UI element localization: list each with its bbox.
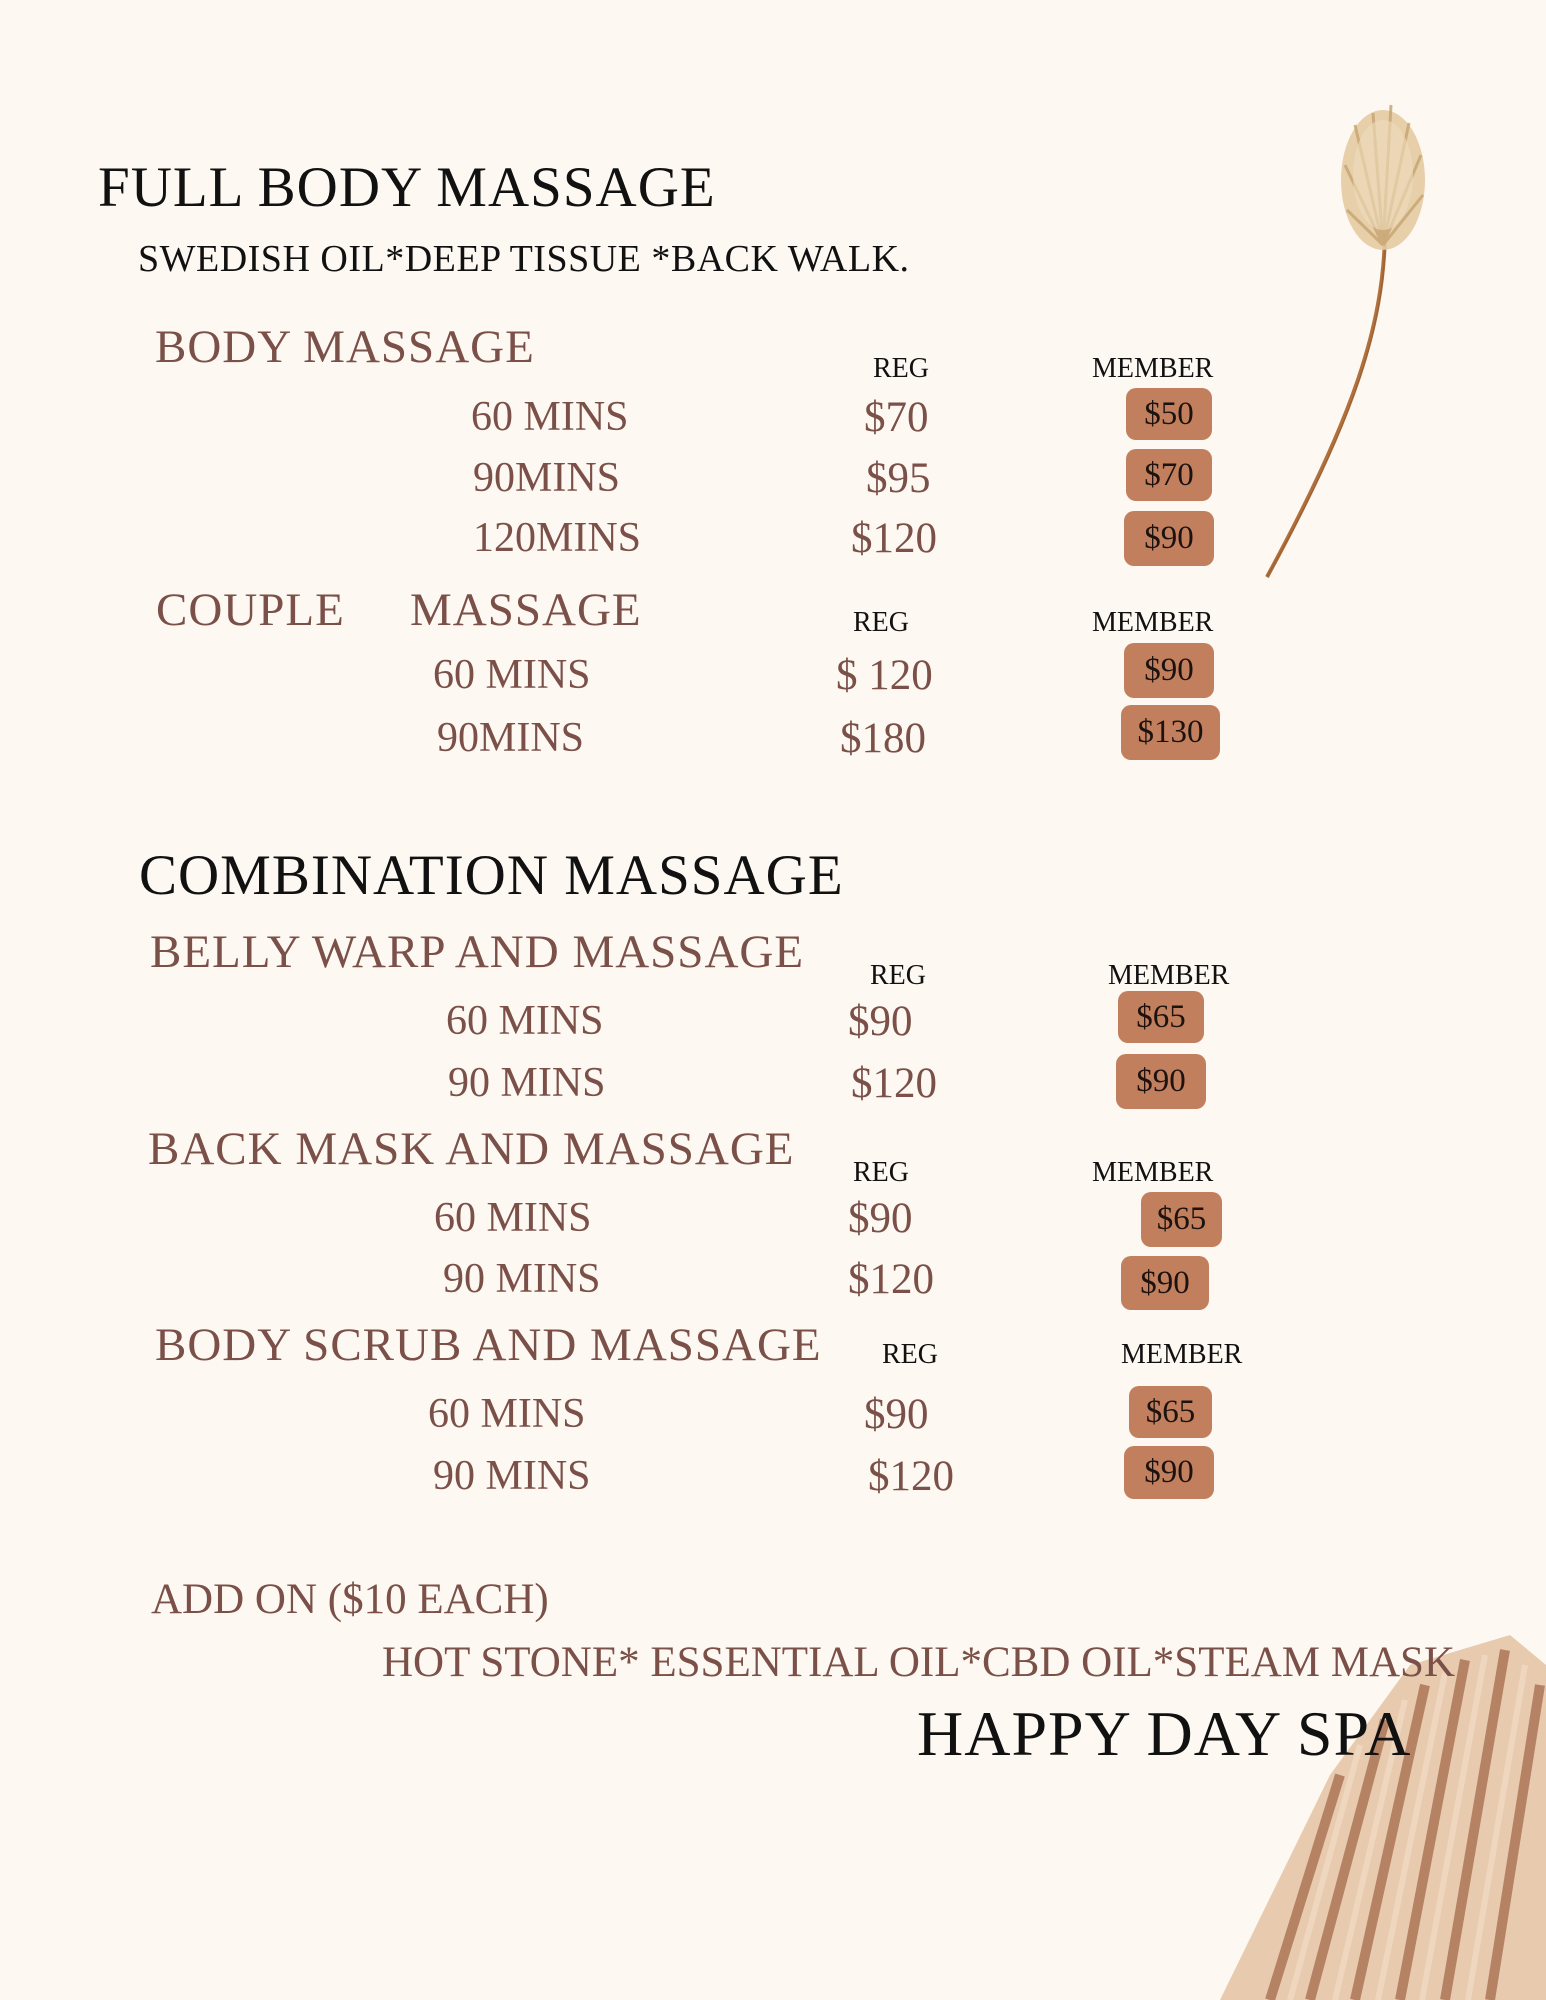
member-column-header: MEMBER: [1092, 353, 1214, 384]
combination-title: COMBINATION MASSAGE: [139, 844, 844, 907]
reg-price: $95: [866, 455, 931, 502]
member-price-badge: $65: [1141, 1192, 1222, 1247]
member-price-badge: $90: [1116, 1054, 1206, 1109]
member-column-header: MEMBER: [1092, 1157, 1214, 1188]
member-price-badge: $65: [1118, 991, 1204, 1043]
duration-label: 120MINS: [473, 515, 642, 561]
reg-price: $90: [848, 998, 913, 1045]
addon-title: ADD ON ($10 EACH): [151, 1576, 549, 1623]
duration-label: 60 MINS: [428, 1391, 586, 1437]
duration-label: 90MINS: [473, 455, 621, 501]
reg-price: $70: [864, 394, 929, 441]
duration-label: 60 MINS: [434, 1195, 592, 1241]
section-title-belly-wrap: BELLY WARP AND MASSAGE: [150, 926, 805, 978]
reg-price: $120: [851, 1060, 937, 1107]
reg-price: $90: [848, 1195, 913, 1242]
duration-label: 90 MINS: [448, 1060, 606, 1106]
member-price-badge: $90: [1124, 643, 1214, 698]
dried-flower-icon: [1255, 85, 1445, 585]
section-title-massage: MASSAGE: [410, 584, 642, 636]
reg-price: $ 120: [836, 652, 933, 699]
member-column-header: MEMBER: [1108, 960, 1230, 991]
member-price-badge: $90: [1124, 511, 1214, 566]
duration-label: 60 MINS: [446, 998, 604, 1044]
addon-items: HOT STONE* ESSENTIAL OIL*CBD OIL*STEAM MASK: [382, 1639, 1456, 1686]
reg-column-header: REG: [873, 353, 929, 384]
duration-label: 60 MINS: [471, 394, 629, 440]
reg-price: $90: [864, 1391, 929, 1438]
section-title-back-mask: BACK MASK AND MASSAGE: [148, 1123, 795, 1175]
member-price-badge: $65: [1129, 1386, 1212, 1438]
member-price-badge: $50: [1126, 388, 1212, 440]
member-price-badge: $70: [1126, 449, 1212, 501]
duration-label: 90MINS: [437, 715, 585, 761]
section-title-body-scrub: BODY SCRUB AND MASSAGE: [155, 1319, 822, 1371]
member-price-badge: $90: [1121, 1256, 1209, 1310]
reg-price: $120: [868, 1453, 954, 1500]
duration-label: 90 MINS: [443, 1256, 601, 1302]
member-price-badge: $90: [1124, 1446, 1214, 1499]
duration-label: 90 MINS: [433, 1453, 591, 1499]
reg-column-header: REG: [853, 1157, 909, 1188]
duration-label: 60 MINS: [433, 652, 591, 698]
reg-column-header: REG: [853, 607, 909, 638]
section-title-couple: COUPLE: [156, 584, 345, 636]
section-title-body-massage: BODY MASSAGE: [155, 321, 535, 373]
page-subtitle: SWEDISH OIL*DEEP TISSUE *BACK WALK.: [138, 238, 910, 280]
member-price-badge: $130: [1121, 705, 1220, 760]
member-column-header: MEMBER: [1121, 1339, 1243, 1370]
reg-price: $120: [848, 1256, 934, 1303]
reg-column-header: REG: [882, 1339, 938, 1370]
brand-name: HAPPY DAY SPA: [917, 1698, 1412, 1769]
reg-price: $180: [840, 715, 926, 762]
reg-price: $120: [851, 515, 937, 562]
page-title: FULL BODY MASSAGE: [98, 156, 716, 219]
member-column-header: MEMBER: [1092, 607, 1214, 638]
reg-column-header: REG: [870, 960, 926, 991]
